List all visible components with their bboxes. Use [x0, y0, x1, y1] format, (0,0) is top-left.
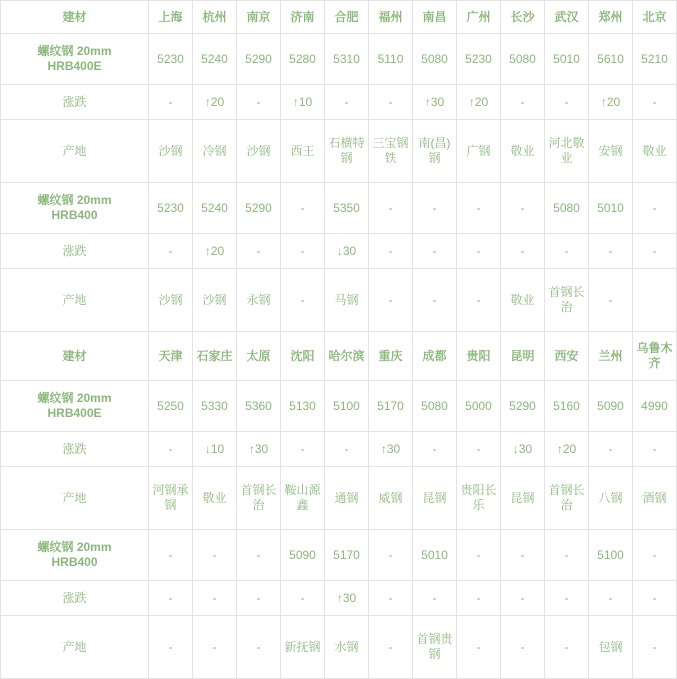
table-row — [1, 381, 677, 432]
row-label-origin: 产地 — [1, 269, 149, 332]
origin-cell-0: 沙钢 — [149, 269, 193, 332]
header-city-11: 北京 — [633, 1, 677, 34]
row-label-change: 涨跌 — [1, 432, 149, 467]
origin-cell-4: 马钢 — [325, 269, 369, 332]
change-cell-11: - — [633, 581, 677, 616]
change-cell-6: ↑30 — [413, 85, 457, 120]
price-cell-1: 5240 — [193, 183, 237, 234]
change-cell-1: ↓10 — [193, 432, 237, 467]
change-cell-9: - — [545, 85, 589, 120]
change-cell-10: - — [589, 234, 633, 269]
change-cell-0: - — [149, 234, 193, 269]
row-label-product — [1, 34, 149, 85]
change-cell-6: - — [413, 234, 457, 269]
row-label-line2: HRB400E — [47, 59, 102, 73]
table-row — [1, 34, 677, 85]
change-cell-5: - — [369, 85, 413, 120]
header-category-label: 建材 — [1, 332, 149, 381]
change-cell-7: ↑20 — [457, 85, 501, 120]
change-cell-7: - — [457, 234, 501, 269]
change-cell-8: - — [501, 234, 545, 269]
header-city-1: 杭州 — [193, 1, 237, 34]
change-cell-6: - — [413, 581, 457, 616]
price-cell-10: 5010 — [589, 183, 633, 234]
price-cell-8: - — [501, 530, 545, 581]
change-cell-0: - — [149, 85, 193, 120]
change-cell-10: - — [589, 581, 633, 616]
price-cell-6: 5010 — [413, 530, 457, 581]
change-cell-6: - — [413, 432, 457, 467]
change-cell-8: - — [501, 85, 545, 120]
price-cell-6: - — [413, 183, 457, 234]
header-city-11: 乌鲁木齐 — [633, 332, 677, 381]
origin-cell-0: 沙钢 — [149, 120, 193, 183]
row-label-line1: 螺纹钢 20mm — [37, 391, 112, 405]
origin-cell-7: - — [457, 616, 501, 679]
origin-cell-9: - — [545, 616, 589, 679]
change-cell-11: - — [633, 432, 677, 467]
origin-cell-2: 永钢 — [237, 269, 281, 332]
origin-cell-8: 敬业 — [501, 120, 545, 183]
change-cell-4: ↓30 — [325, 234, 369, 269]
change-cell-0: - — [149, 581, 193, 616]
table-row — [1, 120, 677, 183]
price-cell-2: 5360 — [237, 381, 281, 432]
origin-cell-6: - — [413, 269, 457, 332]
change-cell-0: - — [149, 432, 193, 467]
header-city-7: 广州 — [457, 1, 501, 34]
price-cell-5: - — [369, 183, 413, 234]
change-cell-3: ↑10 — [281, 85, 325, 120]
origin-cell-11: - — [633, 616, 677, 679]
origin-cell-5: - — [369, 616, 413, 679]
table-row — [1, 581, 677, 616]
price-cell-2: 5290 — [237, 34, 281, 85]
price-cell-9: - — [545, 530, 589, 581]
origin-cell-0: 河钢承钢 — [149, 467, 193, 530]
change-cell-10: - — [589, 432, 633, 467]
price-cell-5: 5170 — [369, 381, 413, 432]
price-cell-11: - — [633, 183, 677, 234]
row-label-line2: HRB400 — [51, 208, 98, 222]
change-cell-1: ↑20 — [193, 234, 237, 269]
price-cell-7: - — [457, 530, 501, 581]
row-label-origin: 产地 — [1, 467, 149, 530]
origin-cell-5: - — [369, 269, 413, 332]
change-cell-3: - — [281, 432, 325, 467]
header-city-4: 哈尔滨 — [325, 332, 369, 381]
change-cell-4: ↑30 — [325, 581, 369, 616]
row-label-product — [1, 530, 149, 581]
origin-cell-1: - — [193, 616, 237, 679]
origin-cell-1: 敬业 — [193, 467, 237, 530]
origin-cell-6: 南(昌)钢 — [413, 120, 457, 183]
origin-cell-8: - — [501, 616, 545, 679]
change-cell-2: - — [237, 581, 281, 616]
origin-cell-3: 鞍山源鑫 — [281, 467, 325, 530]
price-cell-1: 5240 — [193, 34, 237, 85]
origin-cell-2: 首钢长治 — [237, 467, 281, 530]
price-cell-9: 5160 — [545, 381, 589, 432]
origin-cell-2: 沙钢 — [237, 120, 281, 183]
row-label-change: 涨跌 — [1, 581, 149, 616]
price-cell-5: 5110 — [369, 34, 413, 85]
change-cell-4: - — [325, 432, 369, 467]
origin-cell-9: 首钢长治 — [545, 467, 589, 530]
header-category-label: 建材 — [1, 1, 149, 34]
price-cell-5: - — [369, 530, 413, 581]
change-cell-1: - — [193, 581, 237, 616]
origin-cell-5: 威钢 — [369, 467, 413, 530]
table-row — [1, 269, 677, 332]
price-cell-0: 5230 — [149, 183, 193, 234]
change-cell-2: ↑30 — [237, 432, 281, 467]
price-cell-9: 5080 — [545, 183, 589, 234]
header-city-0: 上海 — [149, 1, 193, 34]
change-cell-9: ↑20 — [545, 432, 589, 467]
change-cell-5: - — [369, 234, 413, 269]
change-cell-5: - — [369, 581, 413, 616]
row-label-product — [1, 183, 149, 234]
table-header-row — [1, 1, 677, 34]
change-cell-11: - — [633, 85, 677, 120]
price-cell-8: 5080 — [501, 34, 545, 85]
header-city-9: 西安 — [545, 332, 589, 381]
origin-cell-7: - — [457, 269, 501, 332]
price-cell-4: 5310 — [325, 34, 369, 85]
price-cell-7: 5230 — [457, 34, 501, 85]
origin-cell-9: 首钢长治 — [545, 269, 589, 332]
row-label-change: 涨跌 — [1, 85, 149, 120]
price-cell-10: 5090 — [589, 381, 633, 432]
origin-cell-10: - — [589, 269, 633, 332]
price-cell-3: 5130 — [281, 381, 325, 432]
change-cell-7: - — [457, 581, 501, 616]
origin-cell-10: 包钢 — [589, 616, 633, 679]
origin-cell-10: 安钢 — [589, 120, 633, 183]
table-row — [1, 234, 677, 269]
header-city-4: 合肥 — [325, 1, 369, 34]
price-cell-11: - — [633, 530, 677, 581]
origin-cell-3: 新抚钢 — [281, 616, 325, 679]
table-row — [1, 467, 677, 530]
price-cell-11: 5210 — [633, 34, 677, 85]
change-cell-9: - — [545, 234, 589, 269]
change-cell-3: - — [281, 234, 325, 269]
header-city-8: 昆明 — [501, 332, 545, 381]
header-city-8: 长沙 — [501, 1, 545, 34]
header-city-3: 济南 — [281, 1, 325, 34]
header-city-7: 贵阳 — [457, 332, 501, 381]
price-cell-3: 5090 — [281, 530, 325, 581]
price-cell-10: 5610 — [589, 34, 633, 85]
change-cell-2: - — [237, 234, 281, 269]
origin-cell-1: 冷钢 — [193, 120, 237, 183]
change-cell-5: ↑30 — [369, 432, 413, 467]
row-label-origin: 产地 — [1, 616, 149, 679]
header-city-6: 南昌 — [413, 1, 457, 34]
header-city-2: 太原 — [237, 332, 281, 381]
row-label-product — [1, 381, 149, 432]
header-city-6: 成都 — [413, 332, 457, 381]
price-cell-11: 4990 — [633, 381, 677, 432]
change-cell-7: - — [457, 432, 501, 467]
price-cell-3: 5280 — [281, 34, 325, 85]
table-row — [1, 183, 677, 234]
price-cell-6: 5080 — [413, 34, 457, 85]
origin-cell-4: 石横特钢 — [325, 120, 369, 183]
table-row — [1, 616, 677, 679]
header-city-5: 重庆 — [369, 332, 413, 381]
price-cell-0: - — [149, 530, 193, 581]
origin-cell-10: 八钢 — [589, 467, 633, 530]
origin-cell-0: - — [149, 616, 193, 679]
row-label-line1: 螺纹钢 20mm — [37, 540, 112, 554]
price-cell-2: - — [237, 530, 281, 581]
origin-cell-4: 通钢 — [325, 467, 369, 530]
origin-cell-7: 贵阳长乐 — [457, 467, 501, 530]
price-cell-7: - — [457, 183, 501, 234]
price-cell-6: 5080 — [413, 381, 457, 432]
row-label-line1: 螺纹钢 20mm — [37, 193, 112, 207]
origin-cell-1: 沙钢 — [193, 269, 237, 332]
header-city-9: 武汉 — [545, 1, 589, 34]
price-cell-7: 5000 — [457, 381, 501, 432]
header-city-10: 郑州 — [589, 1, 633, 34]
origin-cell-2: - — [237, 616, 281, 679]
table-row — [1, 432, 677, 467]
change-cell-11: - — [633, 234, 677, 269]
origin-cell-11: 酒钢 — [633, 467, 677, 530]
price-cell-0: 5250 — [149, 381, 193, 432]
header-city-0: 天津 — [149, 332, 193, 381]
price-cell-1: - — [193, 530, 237, 581]
change-cell-4: - — [325, 85, 369, 120]
price-cell-3: - — [281, 183, 325, 234]
header-city-3: 沈阳 — [281, 332, 325, 381]
price-cell-9: 5010 — [545, 34, 589, 85]
header-city-2: 南京 — [237, 1, 281, 34]
change-cell-9: - — [545, 581, 589, 616]
change-cell-10: ↑20 — [589, 85, 633, 120]
price-cell-4: 5350 — [325, 183, 369, 234]
change-cell-3: - — [281, 581, 325, 616]
price-cell-8: - — [501, 183, 545, 234]
price-cell-4: 5100 — [325, 381, 369, 432]
row-label-line1: 螺纹钢 20mm — [37, 44, 112, 58]
row-label-change: 涨跌 — [1, 234, 149, 269]
header-city-1: 石家庄 — [193, 332, 237, 381]
header-city-10: 兰州 — [589, 332, 633, 381]
origin-cell-5: 三宝钢铁 — [369, 120, 413, 183]
price-cell-4: 5170 — [325, 530, 369, 581]
table-header-row — [1, 332, 677, 381]
row-label-origin: 产地 — [1, 120, 149, 183]
origin-cell-11 — [633, 269, 677, 332]
origin-cell-3: 西王 — [281, 120, 325, 183]
price-cell-8: 5290 — [501, 381, 545, 432]
origin-cell-6: 首钢贵钢 — [413, 616, 457, 679]
origin-cell-8: 昆钢 — [501, 467, 545, 530]
origin-cell-8: 敬业 — [501, 269, 545, 332]
change-cell-8: ↓30 — [501, 432, 545, 467]
row-label-line2: HRB400E — [47, 406, 102, 420]
change-cell-1: ↑20 — [193, 85, 237, 120]
origin-cell-9: 河北敬业 — [545, 120, 589, 183]
change-cell-8: - — [501, 581, 545, 616]
price-cell-2: 5290 — [237, 183, 281, 234]
table-row — [1, 530, 677, 581]
origin-cell-3: - — [281, 269, 325, 332]
price-cell-0: 5230 — [149, 34, 193, 85]
header-city-5: 福州 — [369, 1, 413, 34]
row-label-line2: HRB400 — [51, 555, 98, 569]
origin-cell-7: 广钢 — [457, 120, 501, 183]
table-row — [1, 85, 677, 120]
origin-cell-4: 水钢 — [325, 616, 369, 679]
change-cell-2: - — [237, 85, 281, 120]
price-cell-10: 5100 — [589, 530, 633, 581]
origin-cell-6: 昆钢 — [413, 467, 457, 530]
origin-cell-11: 敬业 — [633, 120, 677, 183]
price-cell-1: 5330 — [193, 381, 237, 432]
